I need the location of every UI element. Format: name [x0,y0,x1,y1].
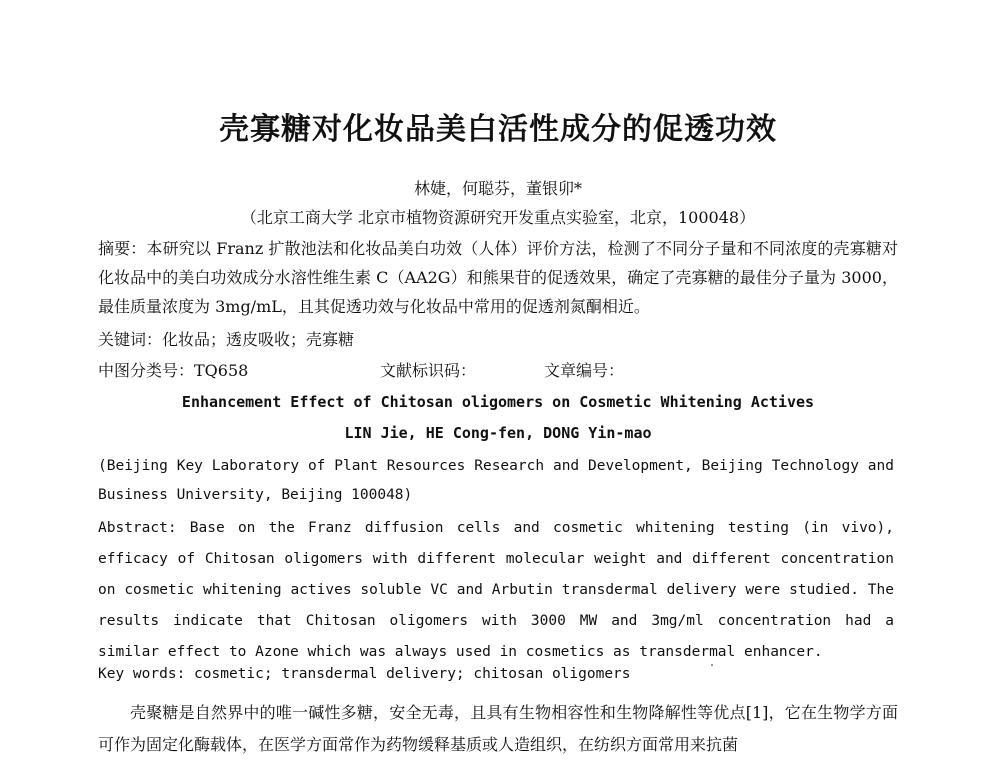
classification-row [98,358,898,380]
document-code: 文献标识码： [380,361,477,380]
authors-cn: 林婕，何聪芬，董银卯* [413,179,582,198]
paper-title-en: Enhancement Effect of Chitosan oligomers on Cosmetic Whitening Actives [181,393,815,411]
paper-title-cn: 壳寡糖对化妆品美白活性成分的促透功效 [219,112,777,147]
keywords-en: Key words: cosmetic; transdermal delivery; chitosan oligomers [98,666,631,682]
scan-speck [711,664,713,666]
article-id: 文章编号： [544,361,625,380]
clc-number: 中图分类号：TQ658 [98,361,249,380]
authors-en: LIN Jie, HE Cong-fen, DONG Yin-mao [344,424,652,442]
affiliation-cn: （北京工商大学 北京市植物资源研究开发重点实验室，北京，100048） [240,208,756,227]
affiliation-en: (Beijing Key Laboratory of Plant Resources Research and Development, Beijing Technology and Business University, Beijing 100048) [98,458,894,503]
abstract-en: Abstract: Base on the Franz diffusion cells and cosmetic whitening testing (in vivo), efficacy of Chitosan oligomers with different molecular weight and different concentration on cosmetic whitening actives soluble VC and Arbutin transdermal delivery were studied. The results indicate that Chitosan oligomers with 3000 MW and 3mg/ml concentration had a similar effect to Azone which was always used in cosmetics as transdermal enhancer. [98,520,894,660]
abstract-cn: 摘要：本研究以 Franz 扩散池法和化妆品美白功效（人体）评价方法，检测了不同分子量和不同浓度的壳寡糖对化妆品中的美白功效成分水溶性维生素 C（AA2G）和熊果苷的促透效果，确定了壳寡糖的最佳分子量为 3000，最佳质量浓度为 3mg/mL，且其促透功效与化妆品中常用的促透剂氮酮相近。 [98,239,898,316]
body-paragraph-cn: 壳聚糖是自然界中的唯一碱性多糖，安全无毒，且具有生物相容性和生物降解性等优点[1]，它在生物学方面可作为固定化酶载体，在医学方面常作为药物缓释基质或人造组织，在纺织方面常用来抗菌 [98,703,898,754]
keywords-cn: 关键词：化妆品；透皮吸收；壳寡糖 [98,330,355,349]
